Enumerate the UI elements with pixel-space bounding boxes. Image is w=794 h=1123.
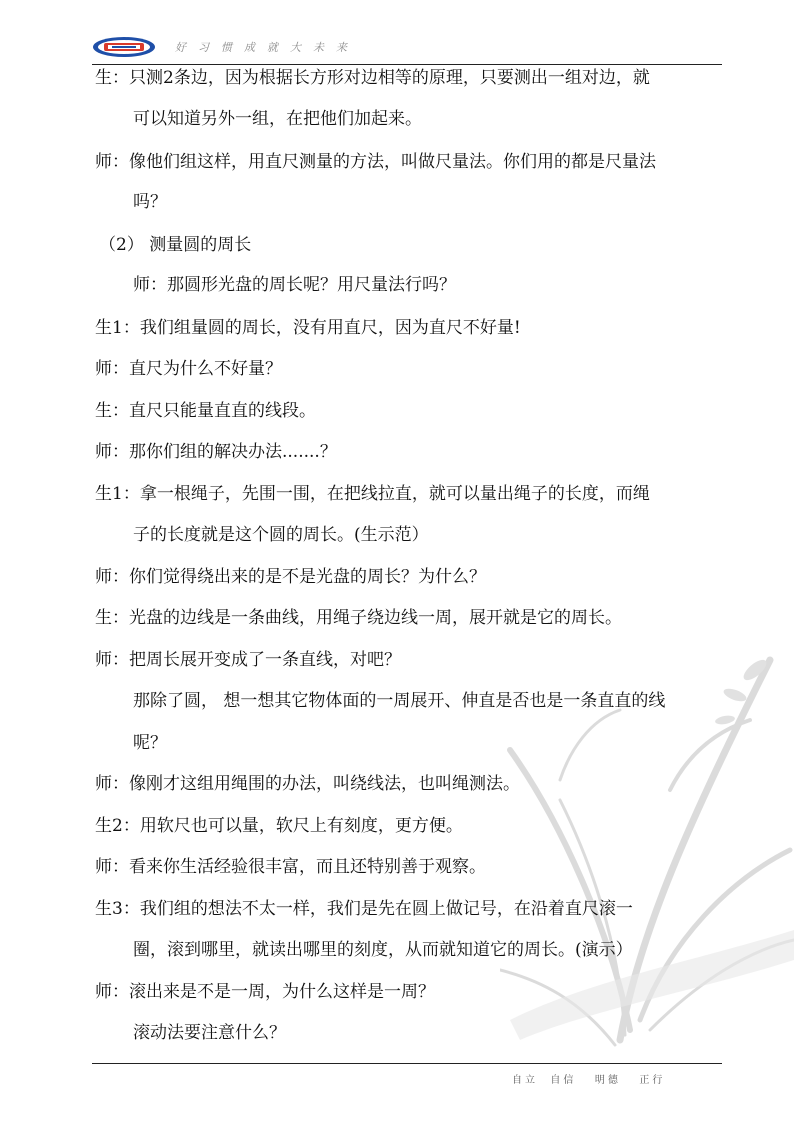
text-line: 师：看来你生活经验很丰富，而且还特别善于观察。 <box>95 857 486 877</box>
text-line: 师：像他们组这样，用直尺测量的方法，叫做尺量法。你们用的都是尺量法 <box>95 152 656 172</box>
text-line: 滚动法要注意什么？ <box>133 1023 286 1043</box>
text-line: 可以知道另外一组，在把他们加起来。 <box>133 109 422 129</box>
text-line: 师：把周长展开变成了一条直线，对吧？ <box>95 650 401 670</box>
text-line: 子的长度就是这个圆的周长。(生示范） <box>133 525 429 545</box>
text-line: 生3：我们组的想法不太一样，我们是先在圆上做记号，在沿着直尺滚一 <box>95 899 633 919</box>
text-line: 生1：我们组量圆的周长，没有用直尺，因为直尺不好量! <box>95 318 521 338</box>
footer-divider <box>92 1063 722 1064</box>
text-line: 生2：用软尺也可以量，软尺上有刻度，更方便。 <box>95 816 463 836</box>
text-line: 生：光盘的边线是一条曲线，用绳子绕边线一周，展开就是它的周长。 <box>95 608 622 628</box>
text-line: 师：你们觉得绕出来的是不是光盘的周长？为什么？ <box>95 567 486 587</box>
text-line: 圈，滚到哪里，就读出哪里的刻度，从而就知道它的周长。(演示） <box>133 940 633 960</box>
section-heading: （2） 测量圆的周长 <box>99 235 252 255</box>
footer-motto: 自立 自信 明德 正行 <box>512 1075 666 1086</box>
text-line: 呢？ <box>133 733 167 753</box>
text-line: 生：只测2条边，因为根据长方形对边相等的原理，只要测出一组对边，就 <box>95 68 650 88</box>
text-line: 那除了圆， 想一想其它物体面的一周展开、伸直是否也是一条直直的线 <box>133 691 666 711</box>
text-line: 师：直尺为什么不好量？ <box>95 359 282 379</box>
text-line: 生1：拿一根绳子，先围一围，在把线拉直，就可以量出绳子的长度，而绳 <box>95 484 650 504</box>
text-line: 师：滚出来是不是一周，为什么这样是一周？ <box>95 982 435 1002</box>
text-line: 吗？ <box>133 192 167 212</box>
text-line: 师：那圆形光盘的周长呢？用尺量法行吗？ <box>133 275 456 295</box>
text-line: 师：像刚才这组用绳围的办法，叫绕线法，也叫绳测法。 <box>95 774 520 794</box>
text-line: 生：直尺只能量直直的线段。 <box>95 401 316 421</box>
text-line: 师：那你们组的解决办法.......？ <box>95 442 337 462</box>
header-motto: 好习惯成就大未来 <box>175 41 359 54</box>
